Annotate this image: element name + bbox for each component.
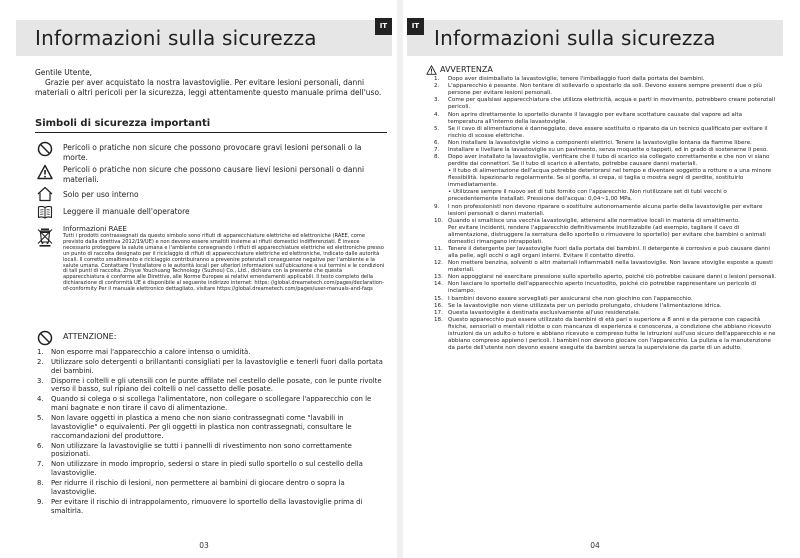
item-number: 12.	[434, 260, 443, 267]
item-number: 7.	[434, 147, 440, 154]
item-number: 6.	[37, 441, 44, 450]
item-number: 14.	[434, 281, 443, 288]
list-item	[434, 310, 777, 317]
item-text: Non mettere benzina, solventi o altri materiali infiammabili nella lavastoviglie. Non lavare stoviglie esposte a questi materiali.	[448, 260, 773, 274]
item-number: 8.	[37, 478, 44, 487]
warning-list	[434, 76, 777, 352]
list-item	[434, 246, 777, 260]
page-number: 04	[590, 541, 600, 550]
list-item	[37, 377, 387, 395]
item-number: 3.	[37, 376, 44, 385]
item-text: L'apparecchio è pesante. Non tentare di sollevarlo o spostarlo da soli. Devono essere sempre presenti due o più persone per evitare lesioni personali.	[448, 83, 762, 97]
item-number: 5.	[434, 125, 440, 132]
list-item	[434, 126, 777, 140]
item-text: Non utilizzare in modo improprio, sedersi o stare in piedi sullo sportello o sul cestello della lavastoviglie.	[51, 460, 363, 478]
list-item	[37, 442, 387, 460]
page-title: Informazioni sulla sicurezza	[35, 26, 317, 50]
symbol-description: Solo per uso interno	[63, 190, 139, 199]
intro-paragraph: Grazie per aver acquistato la nostra lavastoviglie. Per evitare lesioni personali, danni materiali o altri pericoli per la sicurezza, leggi attentamente questo manuale prima dell'uso.	[35, 78, 382, 97]
page-title: Informazioni sulla sicurezza	[434, 26, 716, 50]
item-text: Non lavare oggetti in plastica a meno che non siano contrassegnati come "lavabili in lavastoviglie" o equivalenti. Per gli oggetti in plastica non contrassegnati, consultare le raccomandazioni del produttore.	[51, 413, 352, 440]
list-item	[434, 147, 777, 154]
list-item	[37, 358, 387, 376]
attention-list	[37, 348, 387, 516]
item-text: Non aprire direttamente lo sportello durante il lavaggio per evitare scottature causate dal vapore ad alta temperatura all'interno della lavastoviglie.	[448, 111, 743, 125]
list-item	[37, 460, 387, 478]
warning-triangle-icon	[426, 65, 437, 75]
item-number: 1.	[37, 348, 44, 356]
greeting: Gentile Utente,	[35, 68, 93, 77]
list-item	[434, 76, 777, 83]
item-text: Questo apparecchio può essere utilizzato da bambini di età pari o superiore a 8 anni e da persone con capacità fisiche, sensoriali o mentali ridotte o con mancanza di esperienza e conoscenza, a condizione che abbiano ricevuto istruzioni da un adulto o tutore e abbiano ricevuto e compreso tutte le istruzioni sull'uso sicuro dell'apparecchio e ne abbiano compreso appieno i pericoli. I bambini non devono giocare con l'apparecchio. La pulizia e la manutenzione da parte dell'utente non devono essere eseguite da bambini senza la supervisione da parte di un adulto.	[448, 317, 776, 352]
list-item	[37, 395, 387, 413]
list-item	[434, 296, 777, 303]
manual-page-left	[16, 8, 392, 554]
item-text: Non utilizzare la lavastoviglie se tutti i pannelli di rivestimento non sono correttamente posizionati.	[51, 441, 352, 459]
page-header	[16, 20, 392, 56]
symbol-description: Pericoli o pratiche non sicure che possono causare lievi lesioni personali o danni materiali.	[63, 165, 365, 184]
prohibition-icon	[37, 141, 53, 157]
list-item	[37, 479, 387, 497]
list-item	[37, 498, 387, 516]
list-item	[37, 414, 387, 441]
raee-title: Informazioni RAEE	[63, 225, 127, 233]
list-item	[434, 260, 777, 274]
item-text: Per evitare il rischio di intrappolamento, rimuovere lo sportello della lavastoviglie prima di smaltirla.	[51, 497, 363, 515]
item-number: 2.	[434, 83, 440, 90]
list-item	[434, 97, 777, 111]
manual-page-right	[407, 8, 783, 554]
item-number: 18.	[434, 317, 443, 324]
item-text: Installare e livellare la lavastoviglie su un pavimento, senza moquette o tappeti, ed in grado di sostenerne il peso.	[448, 147, 769, 154]
item-number: 4.	[37, 395, 44, 404]
item-text: Tenere il detergente per lavastoviglie fuori dalla portata dei bambini. Il detergente è corrosivo e può causare danni alla pelle, agli occhi o agli organi interni. Evitare il contatto diretto.	[448, 245, 770, 259]
item-number: 1.	[434, 76, 440, 82]
item-number: 6.	[434, 139, 440, 146]
page-header	[407, 20, 783, 56]
list-item	[434, 140, 777, 147]
item-text: I bambini devono essere sorvegliati per assicurarsi che non giochino con l'apparecchio.	[448, 295, 693, 302]
item-text: Quando si colega o si scollega l'alimentatore, non collegare o scollegare l'apparecchio con le mani bagnate e non tirare il cavo di alimentazione.	[51, 395, 372, 413]
item-text: Per ridurre il rischio di lesioni, non permettere ai bambini di giocare dentro o sopra la lavastoviglie.	[51, 478, 345, 496]
item-text: Se il cavo di alimentazione è danneggiato, deve essere sostituito o riparato da un tecnico qualificato per evitare il rischio di scosse elettriche.	[448, 125, 768, 139]
item-number: 9.	[37, 497, 44, 506]
list-item	[37, 348, 387, 357]
crossed-bin-icon	[37, 227, 53, 247]
warning-triangle-icon	[37, 164, 53, 180]
item-number: 15.	[434, 295, 443, 302]
symbols-heading: Simboli di sicurezza importanti	[35, 118, 387, 133]
attention-heading: ATTENZIONE:	[63, 332, 117, 341]
symbol-description: Leggere il manuale dell'operatore	[63, 207, 190, 216]
item-subparagraph: • Utilizzare sempre il nuovo set di tubi fornito con l'apparecchio. Non riutilizzare set di tubi vecchi o precedentemente installati. Pressione dell'acqua: 0,04~1,00 MPa.	[448, 189, 727, 203]
item-number: 7.	[37, 460, 44, 469]
item-number: 2.	[37, 357, 44, 366]
item-text: Questa lavastoviglie è destinata esclusivamente all'uso residenziale.	[448, 310, 641, 316]
item-number: 3.	[434, 97, 440, 104]
item-text: Non appoggiarsi né esercitare pressione sullo sportello aperto, poiché ciò potrebbe causare danni o lesioni personali.	[448, 274, 777, 281]
list-item	[434, 204, 777, 218]
item-text: Non lasciare lo sportello dell'apparecchio aperto incustodito, poiché ciò potrebbe rappresentare un pericolo di inciampo.	[448, 281, 757, 295]
item-number: 8.	[434, 154, 440, 161]
item-text: Dopo aver disimballato la lavastoviglie, tenere l'imballaggio fuori dalla portata dei bambini.	[448, 76, 705, 82]
warning-heading: AVVERTENZA	[440, 65, 493, 74]
item-text: Disporre i coltelli e gli utensili con le punte affilate nel cestello delle posate, con le punte rivolte verso il basso, sul ripiano dei coltelli o nel cassetto delle posate.	[51, 376, 382, 394]
symbol-description: Pericoli o pratiche non sicure che possono provocare gravi lesioni personali o la morte.	[63, 143, 362, 162]
item-text: Non installare la lavastoviglie vicino a componenti elettrici. Tenere la lavastoviglie lontana da fiamme libere.	[448, 139, 752, 146]
indoor-house-icon	[37, 186, 53, 202]
item-number: 13.	[434, 274, 443, 281]
item-text: Dopo aver installato la lavastoviglie, verificare che il tubo di scarico sia collegato correttamente e che non vi siano perdite dai connettori. Se il tubo di scarico è allentato, potrebbe causare danni materiali.	[448, 154, 770, 168]
language-tab: IT	[407, 18, 424, 35]
language-tab: IT	[375, 18, 392, 35]
page-number: 03	[199, 541, 209, 550]
item-number: 17.	[434, 310, 443, 316]
item-subparagraph: Per evitare incidenti, rendere l'apparecchio definitivamente inutilizzabile (ad esempio, tagliare il cavo di alimentazione, distruggere la serratura dello sportello o rimuovere lo sportello) per evitare che bambini o animali domestici rimangano intrappolati.	[448, 224, 766, 245]
item-text: Se la lavastoviglie non viene utilizzata per un periodo prolungato, chiudere l'alimentazione idrica.	[448, 302, 722, 309]
item-text: Come per qualsiasi apparecchiatura che utilizza elettricità, acqua e parti in movimento, potrebbero creare potenziali pericoli.	[448, 97, 776, 111]
raee-body: Tutti i prodotti contrassegnati da questo simbolo sono rifiuti di apparecchiature elettriche ed elettroniche (RAEE, come previsto dalla direttiva 2012/19/UE) e non devono essere smaltiti insieme ai rifiuti domestici indifferenziati. È invece necessario proteggere la salute umana e l'ambiente consegnando i rifiuti di apparecchiature elettriche ed elettroniche presso un punto di raccolta designato per il riciclaggio di rifiuti di apparecchiature elettriche ed elettroniche, indicato dalle autorità locali. Il corretto smaltimento e riciclaggio contribuiranno a prevenire potenziali conseguenze negative per l'ambiente e la salute umana. Contattare l'installatore o le autorità locali per ulteriori informazioni sull'ubicazione e sui termini e le condizioni di tali punti di raccolta. Zhiyue Youchuang Technology (Suzhou) Co., Ltd., dichiara con la presente che questa apparecchiatura è conforme alle Direttive, alle Norme Europee ai relativi emendamenti applicabili. Il testo completo della dichiarazione di conformità UE è disponibile al seguente indirizzo internet: https: //global.dreametech.com/pages/declaration-of-conformity Per il manuale elettronico dettagliato, visitare https://global.dreametech.com/pages/user-manuals-and-faqs	[63, 233, 385, 293]
list-item	[434, 112, 777, 126]
list-item	[434, 317, 777, 352]
item-number: 9.	[434, 203, 440, 210]
item-number: 5.	[37, 413, 44, 422]
manual-book-icon	[37, 204, 53, 220]
list-item	[434, 218, 777, 246]
item-number: 10.	[434, 217, 443, 224]
item-number: 16.	[434, 302, 443, 309]
item-number: 4.	[434, 111, 440, 118]
item-subparagraph: • Il tubo di alimentazione dell'acqua potrebbe deteriorarsi nel tempo e diventare soggetto a rotture o a una minore flessibilità. Ispezionarlo regolarmente. Se si gonfia, si crepa, si taglia o mostra segni di perdite, sostituirlo immediatamente.	[448, 168, 772, 189]
item-text: Non esporre mai l'apparecchio a calore intenso o umidità.	[51, 348, 251, 356]
item-number: 11.	[434, 245, 443, 252]
item-text: Utilizzare solo detergenti o brillantanti consigliati per la lavastoviglie e tenerli fuori dalla portata dei bambini.	[51, 357, 383, 375]
item-text: I non professionisti non devono riparare o sostituire autonomamente alcuna parte della lavastoviglie per evitare lesioni personali o danni materiali.	[448, 203, 763, 217]
list-item	[434, 83, 777, 97]
list-item	[434, 154, 777, 203]
page-gutter	[397, 0, 403, 558]
item-text: Quando si smaltisce una vecchia lavastoviglie, attenersi alle normative locali in materia di smaltimento.	[448, 217, 740, 224]
prohibition-icon	[37, 330, 53, 346]
list-item	[434, 303, 777, 310]
list-item	[434, 281, 777, 295]
